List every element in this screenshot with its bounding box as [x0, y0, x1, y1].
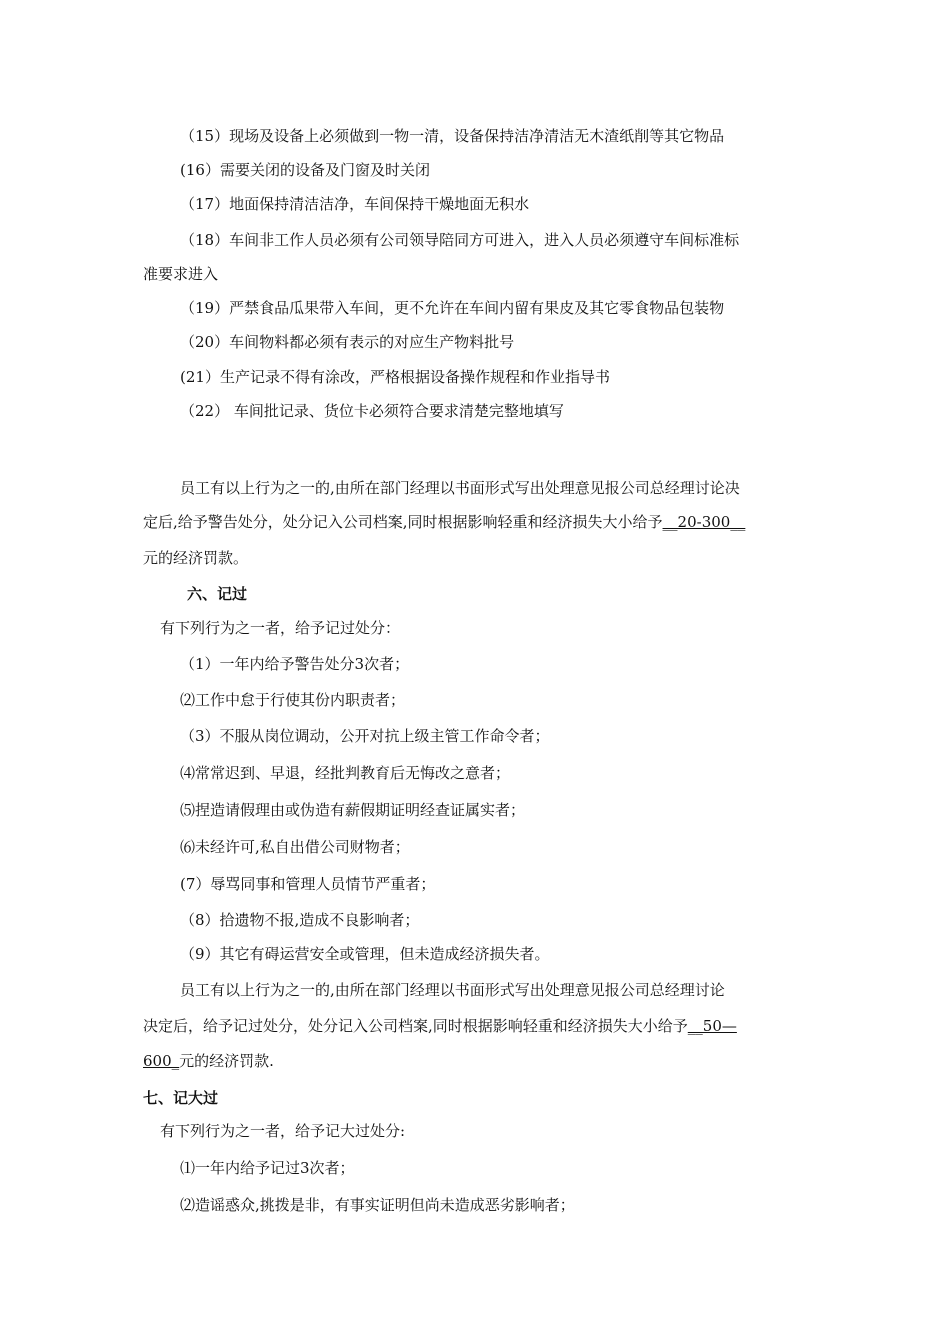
section-heading: 六、记过 [187, 585, 248, 603]
fine-amount: __20-300__ [662, 513, 746, 531]
list-item: （20）车间物料都必须有表示的对应生产物料批号 [180, 333, 515, 351]
list-item: （1）一年内给予警告处分3次者； [180, 655, 410, 673]
paragraph-text: 元的经济罚款. [179, 1052, 274, 1070]
list-item: ⑵造谣惑众,挑拨是非，有事实证明但尚未造成恶劣影响者； [180, 1196, 575, 1214]
list-item: ⑸捏造请假理由或伪造有薪假期证明经查证属实者； [180, 801, 526, 819]
paragraph-text: 决定后，给予记过处分，处分记入公司档案,同时根据影响轻重和经济损失大小给予 [143, 1017, 688, 1035]
paragraph-line: 员工有以上行为之一的,由所在部门经理以书面形式写出处理意见报公司总经理讨论决 [180, 479, 740, 497]
paragraph-line [143, 512, 745, 532]
list-item: （8）拾遗物不报,造成不良影响者； [180, 911, 420, 929]
section-intro: 有下列行为之一者，给予记过处分： [160, 619, 401, 637]
list-item: （17）地面保持清洁洁净，车间保持干燥地面无积水 [180, 195, 530, 213]
list-item: ⑷常常迟到、早退，经批判教育后无悔改之意者； [180, 764, 511, 782]
section-intro: 有下列行为之一者，给予记大过处分: [160, 1122, 406, 1140]
list-item: ⑹未经许可,私自出借公司财物者； [180, 838, 410, 856]
fine-amount: 600_ [143, 1052, 180, 1070]
list-item: （19）严禁食品瓜果带入车间，更不允许在车间内留有果皮及其它零食物品包装物 [180, 299, 725, 317]
paragraph-line: 员工有以上行为之一的,由所在部门经理以书面形式写出处理意见报公司总经理讨论 [180, 981, 725, 999]
section-heading: 七、记大过 [143, 1089, 219, 1107]
list-item: ⑵工作中怠于行使其份内职责者； [180, 691, 406, 709]
list-item: （9）其它有碍运营安全或管理，但未造成经济损失者。 [180, 945, 550, 963]
list-item: (7）辱骂同事和管理人员情节严重者； [180, 875, 436, 893]
paragraph-line [143, 1051, 274, 1071]
paragraph-line [143, 1016, 737, 1036]
list-item: (16）需要关闭的设备及门窗及时关闭 [180, 161, 430, 179]
paragraph-text: 定后,给予警告处分，处分记入公司档案,同时根据影响轻重和经济损失大小给予 [143, 513, 663, 531]
list-item: （18）车间非工作人员必须有公司领导陪同方可进入，进入人员必须遵守车间标准标 [180, 231, 740, 249]
paragraph-line: 元的经济罚款。 [143, 549, 249, 567]
list-item: ⑴一年内给予记过3次者； [180, 1159, 355, 1177]
list-item-continuation: 准要求进入 [143, 265, 219, 283]
list-item: （3）不服从岗位调动，公开对抗上级主管工作命令者； [180, 727, 550, 745]
list-item: （22） 车间批记录、货位卡必须符合要求清楚完整地填写 [180, 402, 564, 420]
fine-amount: __50— [687, 1017, 737, 1035]
list-item: (21）生产记录不得有涂改，严格根据设备操作规程和作业指导书 [180, 368, 610, 386]
list-item: （15）现场及设备上必须做到一物一清，设备保持洁净清洁无木渣纸削等其它物品 [180, 127, 725, 145]
